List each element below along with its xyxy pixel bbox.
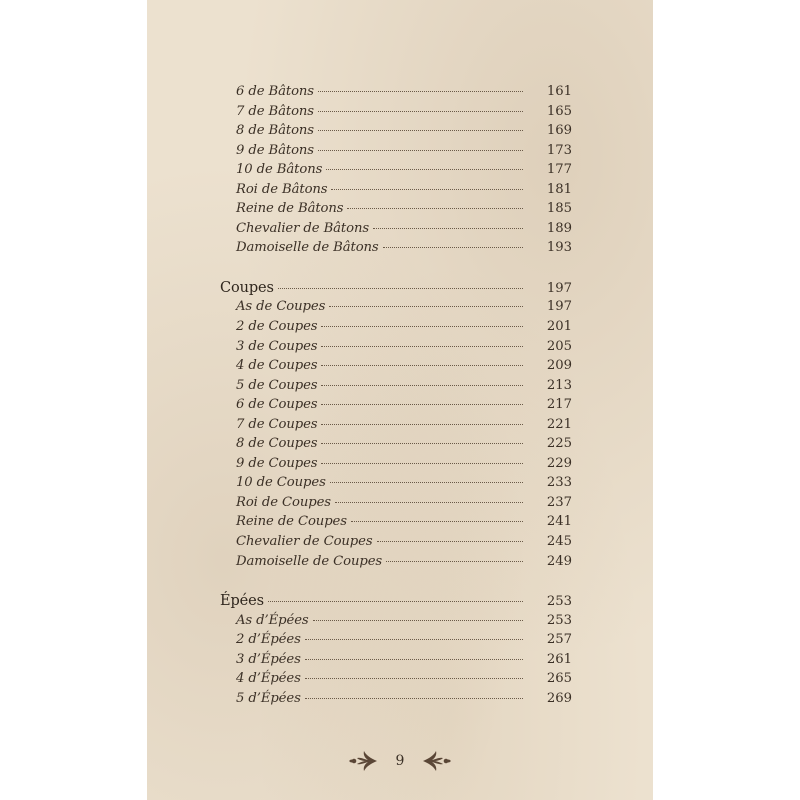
toc-page-number: 197 [546, 280, 572, 296]
toc-entry-label: 10 de Coupes [236, 475, 326, 491]
toc-heading-label: Épées [220, 593, 264, 610]
toc-entry-label: 9 de Coupes [236, 455, 318, 471]
toc-page-number: 181 [546, 181, 572, 197]
toc-page-number: 257 [546, 632, 572, 648]
toc-entry-label: 5 de Coupes [236, 377, 318, 393]
toc-entry [147, 339, 653, 359]
toc-page-number: 245 [546, 534, 572, 550]
dot-leader [278, 287, 523, 289]
toc-heading-label: Coupes [220, 279, 274, 296]
toc-entry [147, 240, 653, 260]
page-number: 9 [395, 753, 405, 769]
fleuron-right-icon [422, 749, 452, 773]
toc-page-number: 229 [546, 455, 572, 471]
toc-entry [147, 436, 653, 456]
toc-entry-label: 4 d’Épées [236, 671, 301, 687]
toc-page-number: 225 [546, 436, 572, 452]
toc-entry-label: Roi de Bâtons [236, 181, 328, 197]
toc-entry-label: 5 d’Épées [236, 690, 301, 706]
dot-leader [331, 188, 523, 190]
dot-leader [321, 345, 523, 347]
toc-page-number: 165 [546, 103, 572, 119]
toc-page-number: 261 [546, 651, 572, 667]
toc-page-number: 169 [546, 123, 572, 139]
dot-leader [318, 110, 523, 112]
toc-entry [147, 221, 653, 241]
toc-entry [147, 514, 653, 534]
toc-entry-label: Reine de Coupes [236, 514, 347, 530]
dot-leader [383, 246, 523, 248]
toc-entry [147, 671, 653, 691]
dot-leader [373, 227, 523, 229]
toc-entry [147, 182, 653, 202]
dot-leader [347, 207, 523, 209]
toc-entry [147, 319, 653, 339]
toc-page-number: 177 [546, 162, 572, 178]
toc-entry-label: 8 de Coupes [236, 436, 318, 452]
toc-entry [147, 632, 653, 652]
toc-page-number: 217 [546, 397, 572, 413]
toc-entry [147, 123, 653, 143]
dot-leader [335, 501, 523, 503]
toc-entry-label: 2 d’Épées [236, 632, 301, 648]
dot-leader [318, 90, 523, 92]
dot-leader [321, 442, 523, 444]
dot-leader [386, 560, 523, 562]
toc-entry-label: 8 de Bâtons [236, 123, 314, 139]
toc-page-number: 173 [546, 142, 572, 158]
toc-entry [147, 104, 653, 124]
toc-page-number: 253 [546, 594, 572, 610]
toc-page-number: 253 [546, 612, 572, 628]
toc-entry [147, 456, 653, 476]
dot-leader [318, 149, 523, 151]
toc-page-number: 189 [546, 220, 572, 236]
toc-entry [147, 143, 653, 163]
toc-entry [147, 162, 653, 182]
toc-entry [147, 554, 653, 574]
toc-entry-label: 6 de Coupes [236, 397, 318, 413]
toc-page-number: 233 [546, 475, 572, 491]
dot-leader [351, 520, 523, 522]
toc-page-number: 237 [546, 494, 572, 510]
toc-entry [147, 358, 653, 378]
page-footer [147, 748, 653, 774]
table-of-contents [147, 84, 653, 710]
toc-page-number: 265 [546, 671, 572, 687]
toc-entry-label: 2 de Coupes [236, 319, 318, 335]
toc-entry [147, 691, 653, 711]
toc-page-number: 241 [546, 514, 572, 530]
dot-leader [321, 384, 523, 386]
section-coupes [147, 280, 653, 573]
dot-leader [321, 403, 523, 405]
section-gap [147, 260, 653, 280]
toc-entry [147, 534, 653, 554]
toc-entry-label: 7 de Coupes [236, 416, 318, 432]
toc-page-number: 205 [546, 338, 572, 354]
toc-entry-label: 3 d’Épées [236, 651, 301, 667]
toc-entry-label: Roi de Coupes [236, 494, 331, 510]
dot-leader [305, 638, 523, 640]
toc-entry-label: Chevalier de Bâtons [236, 220, 370, 236]
dot-leader [268, 600, 523, 602]
toc-page-number: 249 [546, 553, 572, 569]
toc-heading-epees [147, 593, 653, 613]
toc-heading-coupes [147, 280, 653, 300]
dot-leader [321, 462, 523, 464]
section-gap [147, 573, 653, 593]
dot-leader [313, 619, 523, 621]
toc-entry-label: As d’Épées [236, 612, 309, 628]
toc-entry-label: 3 de Coupes [236, 338, 318, 354]
toc-entry-label: 10 de Bâtons [236, 162, 323, 178]
toc-entry [147, 397, 653, 417]
toc-page-number: 221 [546, 416, 572, 432]
toc-entry-label: 7 de Bâtons [236, 103, 314, 119]
book-page [147, 0, 653, 800]
dot-leader [377, 540, 523, 542]
toc-entry [147, 299, 653, 319]
toc-entry-label: Chevalier de Coupes [236, 534, 373, 550]
toc-page-number: 209 [546, 358, 572, 374]
toc-entry-label: Damoiselle de Bâtons [236, 240, 379, 256]
toc-entry-label: As de Coupes [236, 299, 326, 315]
dot-leader [329, 305, 523, 307]
dot-leader [321, 325, 523, 327]
dot-leader [326, 168, 523, 170]
dot-leader [305, 677, 523, 679]
toc-entry-label: 4 de Coupes [236, 358, 318, 374]
toc-entry-label: Reine de Bâtons [236, 201, 344, 217]
toc-entry [147, 475, 653, 495]
toc-entry [147, 613, 653, 633]
dot-leader [330, 481, 523, 483]
toc-entry [147, 201, 653, 221]
section-epees [147, 593, 653, 710]
toc-entry [147, 417, 653, 437]
dot-leader [305, 697, 523, 699]
toc-page-number: 161 [546, 84, 572, 99]
dot-leader [305, 658, 523, 660]
toc-entry [147, 652, 653, 672]
toc-page-number: 197 [546, 299, 572, 315]
section-batons [147, 84, 653, 260]
toc-page-number: 213 [546, 377, 572, 393]
dot-leader [318, 129, 523, 131]
toc-page-number: 269 [546, 690, 572, 706]
fleuron-left-icon [348, 749, 378, 773]
toc-entry [147, 378, 653, 398]
toc-entry-label: 9 de Bâtons [236, 142, 314, 158]
toc-entry-label: Damoiselle de Coupes [236, 553, 383, 569]
toc-entry [147, 84, 653, 104]
dot-leader [321, 364, 523, 366]
dot-leader [321, 423, 523, 425]
toc-page-number: 201 [546, 319, 572, 335]
toc-entry-label: 6 de Bâtons [236, 84, 314, 99]
toc-page-number: 185 [546, 201, 572, 217]
toc-page-number: 193 [546, 240, 572, 256]
toc-entry [147, 495, 653, 515]
